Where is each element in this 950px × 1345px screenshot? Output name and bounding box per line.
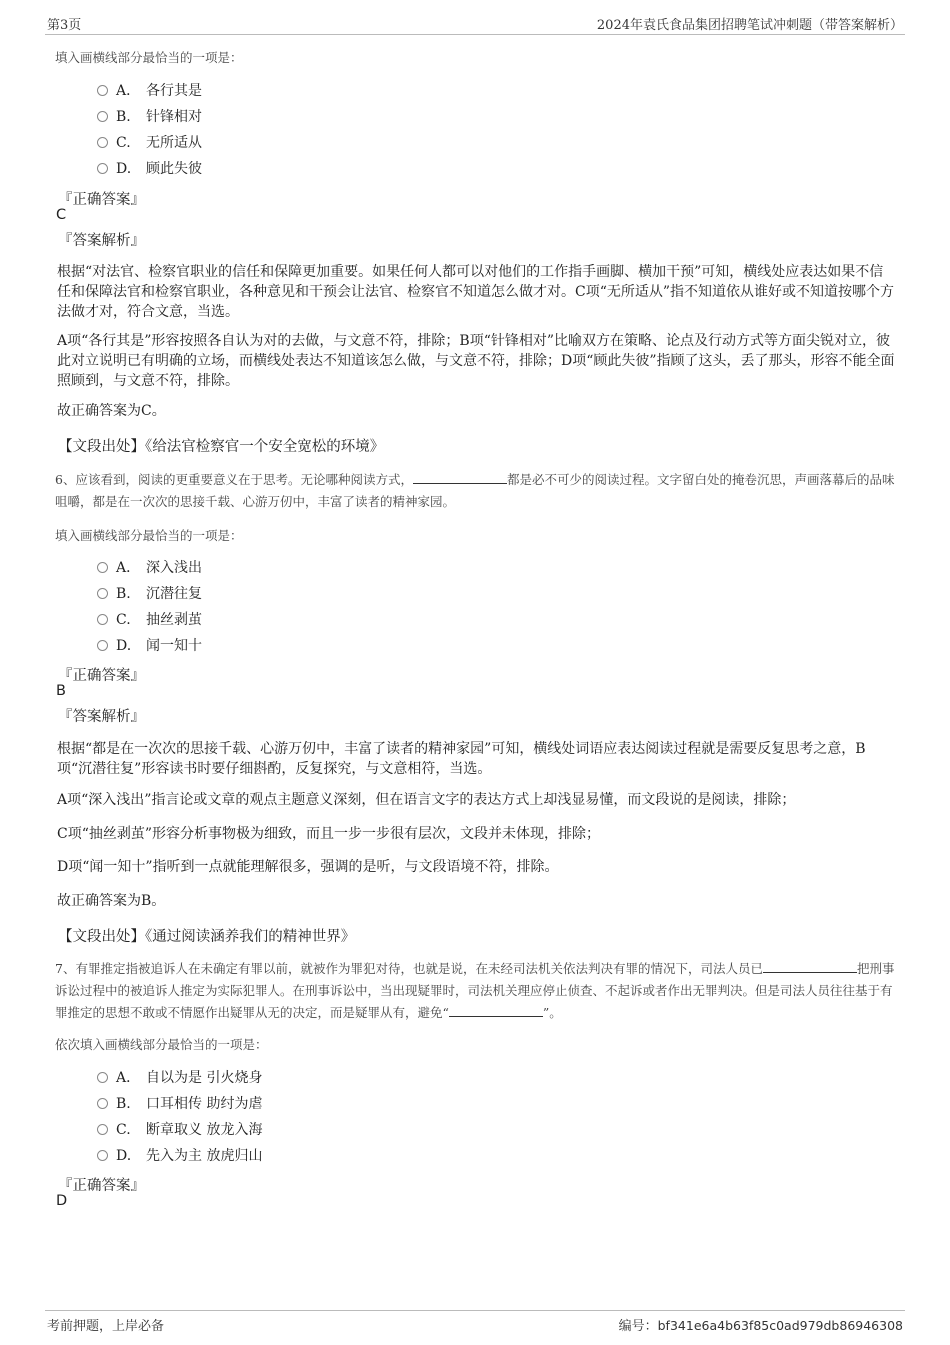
q7-option-d[interactable]: D. 先入为主 放虎归山 [97, 1146, 262, 1166]
radio-icon[interactable] [97, 1098, 108, 1109]
q5-option-c[interactable]: C. 无所适从 [97, 133, 202, 153]
q6-analysis-p3: C项“抽丝剥茧”形容分析事物极为细致，而且一步一步很有层次，文段并未体现，排除； [57, 826, 601, 842]
q5-option-a[interactable]: A． 各行其是 [97, 81, 202, 101]
footer-slogan: 考前押题，上岸必备 [47, 1319, 165, 1334]
q5-answer-label: 『正确答案』 [58, 192, 145, 208]
q6-option-b[interactable]: B. 沉潜往复 [97, 584, 202, 604]
q5-answer: C [56, 207, 67, 223]
q5-source: 【文段出处】《给法官检察官一个安全宽松的环境》 [58, 439, 385, 455]
q5-option-b[interactable]: B. 针锋相对 [97, 107, 202, 127]
radio-icon[interactable] [97, 562, 108, 573]
q7-option-b[interactable]: B. 口耳相传 助纣为虐 [97, 1094, 262, 1114]
radio-icon[interactable] [97, 614, 108, 625]
fill-blank [449, 1002, 543, 1017]
q5-analysis-p2: A项“各行其是”形容按照各自认为对的去做，与文意不符，排除；B项“针锋相对”比喻双方在策略、论点及行动方式等方面尖锐对立，彼此对立说明已有明确的立场，而横线处表达不知道该怎么做，与文意不符，排除；D项“顾此失彼”指顾了这头，丢了那头，形容不能全面照顾到，与文意不符，排除。 [57, 333, 895, 389]
q7-question: 7、有罪推定指被追诉人在未确定有罪以前，就被作为罪犯对待，也就是说，在未经司法机关依法判决有罪的情况下，司法人员已 把刑事诉讼过程中的被追诉人推定为实际犯罪人。在刑事诉讼中，当出现疑罪时，司法机关理应停止侦查、不起诉或者作出无罪判决。但是司法人员往往基于有罪推定的思想不敢或不情愿作出疑罪从无的决定，而是疑罪从有，避免“ ”。 [55, 958, 895, 1024]
q6-analysis-p2: A项“深入浅出”指言论或文章的观点主题意义深刻，但在语言文字的表达方式上却浅显易懂，而文段说的是阅读，排除； [57, 792, 796, 808]
radio-icon[interactable] [97, 137, 108, 148]
q5-prompt: 填入画横线部分最恰当的一项是： [55, 50, 243, 65]
q6-answer: B [56, 683, 66, 699]
q7-option-a[interactable]: A． 自以为是 引火烧身 [97, 1068, 262, 1088]
radio-icon[interactable] [97, 163, 108, 174]
q5-analysis-label: 『答案解析』 [58, 233, 145, 249]
fill-blank [413, 469, 507, 484]
q5-analysis-p1: 根据“对法官、检察官职业的信任和保障更加重要。如果任何人都可以对他们的工作指手画脚、横加干预”可知，横线处应表达如果不信任和保障法官和检察官职业，各种意见和干预会让法官、检察官不知道怎么做才对。C项“无所适从”指不知道依从谁好或不知道按哪个方法做才对，符合文意，当选。 [57, 264, 895, 320]
q6-answer-label: 『正确答案』 [58, 668, 145, 684]
radio-icon[interactable] [97, 111, 108, 122]
q7-prompt: 依次填入画横线部分最恰当的一项是： [55, 1037, 268, 1052]
q5-analysis-p3: 故正确答案为C。 [57, 403, 166, 419]
q7-answer: D [56, 1193, 68, 1209]
page-footer [45, 1310, 905, 1335]
q6-analysis-label: 『答案解析』 [58, 709, 145, 725]
q6-analysis-p5: 故正确答案为B。 [57, 893, 166, 909]
q6-prompt: 填入画横线部分最恰当的一项是： [55, 528, 243, 543]
q6-option-d[interactable]: D. 闻一知十 [97, 636, 202, 656]
q5-option-d[interactable]: D. 顾此失彼 [97, 159, 202, 179]
q6-question: 6、应该看到，阅读的更重要意义在于思考。无论哪种阅读方式， 都是必不可少的阅读过程。文字留白处的掩卷沉思，声画落幕后的品味咀嚼，都是在一次次的思接千载、心游万仞中，丰富了读者的精神家园。 [55, 469, 895, 513]
page-number: 第3页 [47, 18, 82, 33]
document-title: 2024年袁氏食品集团招聘笔试冲刺题（带答案解析） [596, 18, 903, 33]
radio-icon[interactable] [97, 85, 108, 96]
q6-analysis-p1: 根据“都是在一次次的思接千载、心游万仞中，丰富了读者的精神家园”可知，横线处词语应表达阅读过程就是需要反复思考之意，B项“沉潜往复”形容读书时要仔细斟酌，反复探究，与文意相符，当选。 [57, 741, 866, 777]
radio-icon[interactable] [97, 1150, 108, 1161]
q6-source: 【文段出处】《通过阅读涵养我们的精神世界》 [58, 929, 356, 945]
page-header [45, 12, 905, 35]
q7-answer-label: 『正确答案』 [58, 1178, 145, 1194]
q6-option-c[interactable]: C. 抽丝剥茧 [97, 610, 202, 630]
radio-icon[interactable] [97, 1072, 108, 1083]
q6-analysis-p4: D项“闻一知十”指听到一点就能理解很多，强调的是听，与文段语境不符，排除。 [57, 859, 559, 875]
q7-option-c[interactable]: C. 断章取义 放龙入海 [97, 1120, 262, 1140]
radio-icon[interactable] [97, 588, 108, 599]
radio-icon[interactable] [97, 1124, 108, 1135]
q6-option-a[interactable]: A． 深入浅出 [97, 558, 202, 578]
fill-blank [763, 958, 857, 973]
radio-icon[interactable] [97, 640, 108, 651]
document-code: 编号：bf341e6a4b63f85c0ad979db86946308 [618, 1318, 903, 1334]
